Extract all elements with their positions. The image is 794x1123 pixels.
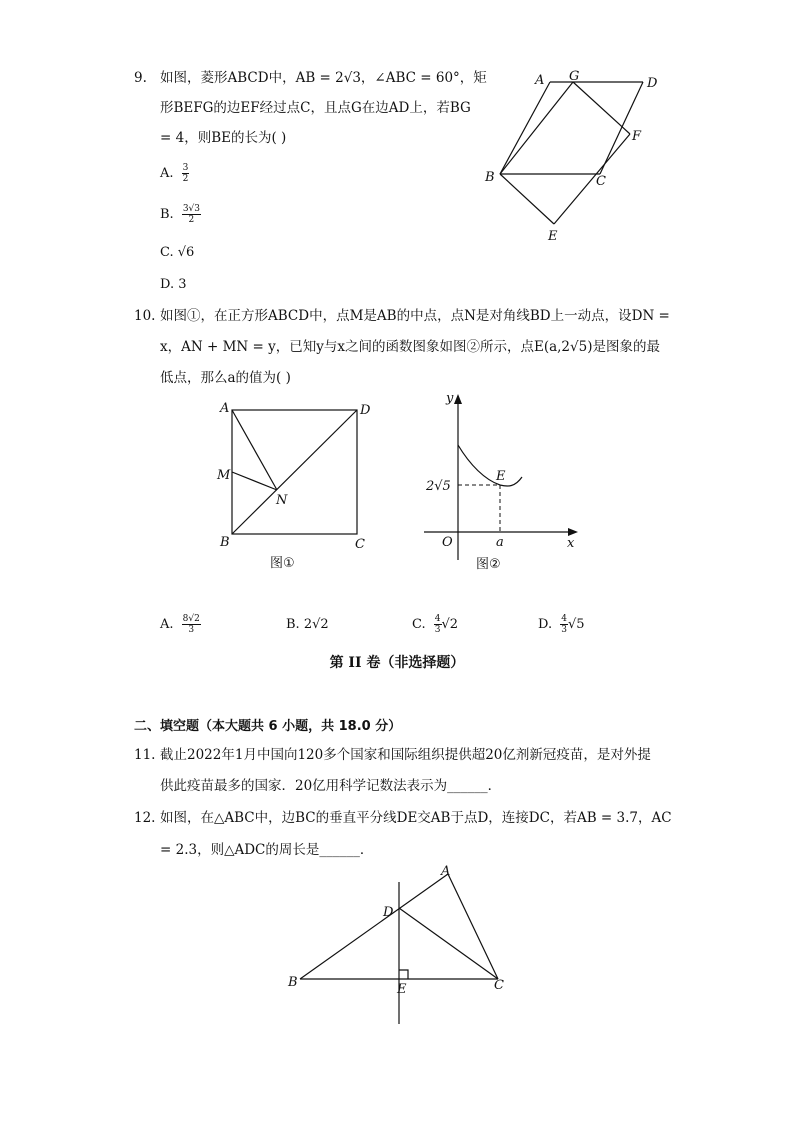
- label-y: y: [446, 391, 454, 406]
- q9-line-3: = 4，则BE的长为( ): [160, 130, 287, 146]
- label-2root5: 2√5: [426, 479, 451, 494]
- q10-graph-figure: [410, 390, 590, 575]
- q12-triangle-figure: [280, 862, 520, 1032]
- q9-option-c[interactable]: C. √6: [160, 245, 195, 260]
- label-d: D: [647, 76, 658, 91]
- q10-number: 10.: [134, 308, 156, 324]
- q10-option-d[interactable]: D. $\frac{4}{3}$ √5: [538, 614, 585, 635]
- label-x: x: [567, 536, 575, 551]
- label-a: A: [535, 73, 545, 88]
- q9-rhombus-figure: [480, 66, 670, 246]
- q10-option-b[interactable]: B. 2√2: [286, 617, 329, 632]
- q10-line-1: 如图①，在正方形ABCD中，点M是AB的中点，点N是对角线BD上一动点，设DN =: [160, 308, 670, 324]
- q9-number: 9.: [134, 70, 147, 86]
- q10-option-a[interactable]: A. $\frac{8√2}{3}$: [160, 614, 200, 635]
- label-b: B: [288, 975, 298, 990]
- q9-option-b[interactable]: B. $\frac{3√3}{2}$: [160, 204, 201, 225]
- label-e: E: [496, 469, 506, 484]
- q9-line-1: 如图，菱形ABCD中，AB = 2√3，∠ABC = 60°，矩: [160, 70, 487, 86]
- q12-number: 12.: [134, 810, 156, 826]
- label-d: D: [383, 905, 394, 920]
- q10-line-2: x，AN + MN = y，已知y与x之间的函数图象如图②所示，点E(a,2√5)是图象的最: [160, 339, 660, 355]
- q9-option-a[interactable]: A. $\frac{3}{2}$: [160, 163, 189, 184]
- label-a: A: [441, 864, 451, 879]
- label-e: E: [397, 982, 407, 997]
- label-a: A: [220, 401, 230, 416]
- q11-line-2: 供此疫苗最多的国家．20亿用科学记数法表示为______．: [160, 778, 502, 794]
- label-c: C: [355, 537, 365, 552]
- label-f: F: [632, 129, 642, 144]
- label-m: M: [217, 468, 231, 483]
- label-e: E: [548, 229, 558, 244]
- label-c: C: [596, 174, 606, 189]
- q11-number: 11.: [134, 747, 156, 763]
- figure-1-caption: 图①: [270, 556, 295, 571]
- label-a: a: [496, 535, 504, 550]
- label-b: B: [485, 170, 495, 185]
- q9-option-d[interactable]: D. 3: [160, 277, 187, 292]
- y-axis-arrow-icon: [454, 394, 462, 404]
- q12-line-2: = 2.3，则△ADC的周长是______．: [160, 842, 374, 858]
- q12-line-1: 如图，在△ABC中，边BC的垂直平分线DE交AB于点D，连接DC，若AB = 3.7，AC: [160, 810, 672, 826]
- label-o: O: [442, 535, 453, 550]
- label-b: B: [220, 535, 230, 550]
- part-2-title: 第 II 卷（非选择题）: [329, 655, 465, 671]
- x-axis-arrow-icon: [568, 528, 578, 536]
- q11-line-1: 截止2022年1月中国向120多个国家和国际组织提供超20亿剂新冠疫苗，是对外提: [160, 747, 651, 763]
- label-n: N: [276, 493, 288, 508]
- label-c: C: [494, 978, 504, 993]
- q10-square-figure: [210, 398, 380, 573]
- label-g: G: [569, 69, 580, 84]
- section-2-heading: 二、填空题（本大题共 6 小题，共 18.0 分）: [134, 719, 402, 734]
- q10-option-c[interactable]: C. $\frac{4}{3}$ √2: [412, 614, 459, 635]
- figure-2-caption: 图②: [476, 557, 501, 572]
- q10-line-3: 低点，那么a的值为( ): [160, 370, 291, 386]
- label-d: D: [360, 403, 371, 418]
- q9-line-2: 形BEFG的边EF经过点C，且点G在边AD上，若BG: [160, 100, 471, 116]
